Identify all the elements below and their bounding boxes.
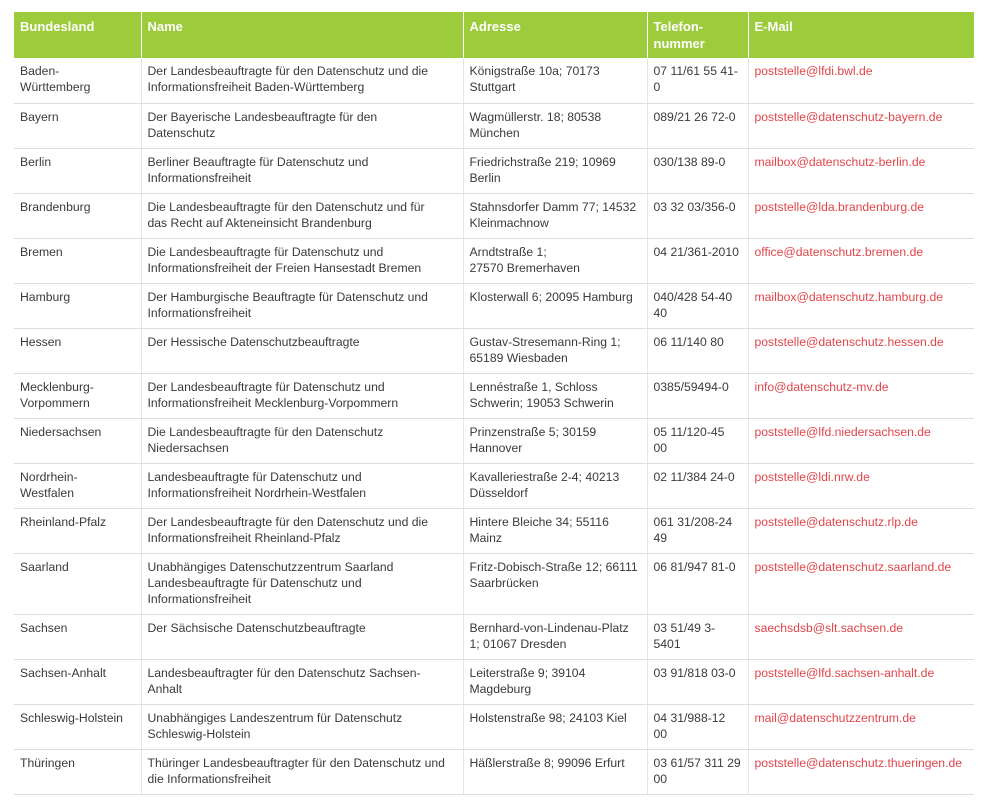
cell-adresse (463, 283, 647, 328)
telefon-text: 05 11/120-45 (653, 424, 725, 439)
telefon-text: 04 31/988-12 (653, 710, 726, 725)
cell-email (748, 659, 974, 704)
email-link[interactable]: poststelle@datenschutz.hessen.de (754, 334, 944, 349)
email-link[interactable]: poststelle@datenschutz.saarland.de (754, 559, 952, 574)
table-row (14, 553, 974, 614)
cell-land (14, 58, 141, 103)
cell-telefon (647, 328, 748, 373)
telefon-text: 03 32 03/356-0 (653, 199, 736, 214)
adresse-text: Hintere Bleiche 34; 55116 (469, 514, 609, 529)
cell-name (141, 704, 463, 749)
adresse-text: 27570 Bremerhaven (469, 260, 580, 275)
name-text: Informationsfreiheit (147, 305, 252, 320)
cell-email (748, 508, 974, 553)
adresse-text: Kavalleriestraße 2-4; 40213 (469, 469, 620, 484)
cell-adresse (463, 373, 647, 418)
telefon-text: 0 (653, 80, 661, 94)
cell-land (14, 508, 141, 553)
telefon-text: 06 11/140 80 (653, 334, 724, 349)
adresse-text: Magdeburg (469, 681, 532, 696)
table-row (14, 283, 974, 328)
table-row (14, 328, 974, 373)
cell-adresse (463, 553, 647, 614)
land-text: Brandenburg (20, 199, 91, 214)
telefon-text: 40 (653, 305, 668, 320)
cell-adresse (463, 58, 647, 103)
telefon-text: 04 21/361-2010 (653, 244, 739, 259)
name-text: Der Landesbeauftragte für den Datenschutz und die (147, 514, 429, 529)
header-adresse (463, 12, 647, 58)
cell-telefon (647, 553, 748, 614)
cell-adresse (463, 614, 647, 659)
email-link[interactable]: office@datenschutz.bremen.de (754, 244, 924, 259)
table-row (14, 148, 974, 193)
land-text: Thüringen (20, 755, 75, 770)
cell-land (14, 103, 141, 148)
table-row (14, 418, 974, 463)
name-text: Thüringer Landesbeauftragter für den Datenschutz und (147, 755, 445, 770)
cell-adresse (463, 103, 647, 148)
data-protection-authorities-table (14, 12, 974, 795)
cell-email (748, 148, 974, 193)
name-text: Die Landesbeauftragte für den Datenschutz (147, 424, 384, 439)
name-text: Der Hessische Datenschutzbeauftragte (147, 334, 360, 349)
header-bundesland-label: Bundesland (20, 19, 95, 34)
header-bundesland (14, 12, 141, 58)
cell-adresse (463, 328, 647, 373)
cell-telefon (647, 749, 748, 794)
cell-name (141, 58, 463, 103)
cell-telefon (647, 463, 748, 508)
cell-land (14, 418, 141, 463)
telefon-text: 02 11/384 24-0 (653, 469, 735, 484)
adresse-text: 1; 01067 Dresden (469, 636, 567, 651)
cell-name (141, 659, 463, 704)
land-text: Saarland (20, 559, 69, 574)
name-text: Datenschutz (147, 125, 216, 140)
cell-land (14, 553, 141, 614)
header-telefon-label-line1: Telefon- (653, 19, 704, 34)
adresse-text: Holstenstraße 98; 24103 Kiel (469, 710, 627, 725)
name-text: Informationsfreiheit (147, 591, 252, 606)
cell-telefon (647, 373, 748, 418)
table-row (14, 193, 974, 238)
land-text: Mecklenburg- (20, 379, 94, 394)
cell-email (748, 749, 974, 794)
email-link[interactable]: mail@datenschutzzentrum.de (754, 710, 916, 725)
header-row (14, 12, 974, 58)
cell-name (141, 103, 463, 148)
adresse-text: Berlin (469, 170, 501, 185)
land-text: Württemberg (20, 80, 91, 94)
cell-name (141, 418, 463, 463)
telefon-text: 00 (653, 440, 668, 455)
table-row (14, 508, 974, 553)
adresse-text: Friedrichstraße 219; 10969 (469, 154, 616, 169)
name-text: das Recht auf Akteneinsicht Brandenburg (147, 215, 372, 230)
cell-name (141, 283, 463, 328)
cell-name (141, 463, 463, 508)
email-link[interactable]: poststelle@lfd.niedersachsen.de (754, 424, 931, 439)
cell-adresse (463, 508, 647, 553)
telefon-text: 030/138 89-0 (653, 154, 726, 169)
land-text: Sachsen-Anhalt (20, 665, 107, 680)
cell-name (141, 193, 463, 238)
cell-email (748, 193, 974, 238)
land-text: Hessen (20, 334, 62, 349)
land-text: Sachsen (20, 620, 68, 635)
adresse-text: Bernhard-von-Lindenau-Platz (469, 620, 629, 635)
adresse-text: Gustav-Stresemann-Ring 1; (469, 334, 621, 349)
adresse-text: Häßlerstraße 8; 99096 Erfurt (469, 755, 625, 770)
land-text: Westfalen (20, 485, 74, 500)
adresse-text: Prinzenstraße 5; 30159 (469, 424, 597, 439)
telefon-text: 0385/59494-0 (653, 379, 729, 394)
cell-email (748, 373, 974, 418)
name-text: Niedersachsen (147, 440, 229, 455)
adresse-text: Fritz-Dobisch-Straße 12; 66111 (469, 559, 638, 574)
name-text: Schleswig-Holstein (147, 726, 251, 741)
name-text: Der Landesbeauftragte für Datenschutz und (147, 379, 385, 394)
table-row (14, 659, 974, 704)
header-name (141, 12, 463, 58)
email-link[interactable]: mailbox@datenschutz.hamburg.de (754, 289, 944, 304)
cell-land (14, 614, 141, 659)
cell-adresse (463, 749, 647, 794)
name-text: Der Bayerische Landesbeauftragte für den (147, 109, 378, 124)
header-telefon (647, 12, 748, 58)
telefon-text: 07 11/61 55 41- (653, 64, 738, 78)
name-text: Anhalt (147, 681, 183, 696)
adresse-text: Düsseldorf (469, 485, 528, 500)
table-row (14, 58, 974, 103)
cell-telefon (647, 614, 748, 659)
adresse-text: Klosterwall 6; 20095 Hamburg (469, 289, 633, 304)
cell-name (141, 373, 463, 418)
table-row (14, 463, 974, 508)
name-text: Unabhängiges Landeszentrum für Datenschutz (147, 710, 403, 725)
cell-name (141, 553, 463, 614)
adresse-text: Kleinmachnow (469, 215, 549, 230)
name-text: Der Hamburgische Beauftragte für Datenschutz und (147, 289, 428, 304)
cell-email (748, 328, 974, 373)
cell-telefon (647, 704, 748, 749)
adresse-text: Arndtstraße 1; (469, 244, 547, 259)
telefon-text: 040/428 54-40 (653, 289, 733, 304)
land-text: Vorpommern (20, 395, 90, 410)
table-row (14, 749, 974, 794)
cell-email (748, 553, 974, 614)
header-name-label: Name (147, 19, 183, 34)
telefon-text: 06 81/947 81-0 (653, 559, 736, 574)
adresse-text: Saarbrücken (469, 575, 539, 590)
email-link[interactable]: info@datenschutz-mv.de (754, 379, 889, 394)
email-link[interactable]: poststelle@datenschutz.thueringen.de (754, 755, 963, 770)
table-row (14, 614, 974, 659)
cell-telefon (647, 58, 748, 103)
adresse-text: Stahnsdorfer Damm 77; 14532 (469, 199, 637, 214)
cell-land (14, 193, 141, 238)
adresse-text: Lennéstraße 1, Schloss (469, 379, 598, 394)
email-link[interactable]: poststelle@datenschutz.rlp.de (754, 514, 918, 529)
cell-land (14, 659, 141, 704)
email-link[interactable]: poststelle@lda.brandenburg.de (754, 199, 925, 214)
land-text: Rheinland-Pfalz (20, 514, 107, 529)
cell-name (141, 749, 463, 794)
cell-name (141, 148, 463, 193)
cell-adresse (463, 704, 647, 749)
cell-adresse (463, 193, 647, 238)
land-text: Baden- (20, 64, 60, 78)
cell-land (14, 463, 141, 508)
cell-land (14, 283, 141, 328)
name-text: Die Landesbeauftragte für Datenschutz und (147, 244, 384, 259)
header-telefon-label-line2: nummer (653, 36, 705, 51)
telefon-text: 089/21 26 72-0 (653, 109, 736, 124)
land-text: Berlin (20, 154, 52, 169)
name-text: Berliner Beauftragte für Datenschutz und (147, 154, 369, 169)
cell-land (14, 749, 141, 794)
cell-email (748, 463, 974, 508)
telefon-text: 061 31/208-24 (653, 514, 733, 529)
cell-name (141, 238, 463, 283)
cell-email (748, 614, 974, 659)
land-text: Bayern (20, 109, 59, 124)
table-header (14, 12, 974, 58)
name-text: Landesbeauftragter für den Datenschutz Sachsen- (147, 665, 421, 680)
adresse-text: 65189 Wiesbaden (469, 350, 568, 365)
table-row (14, 238, 974, 283)
adresse-text: München (469, 125, 520, 140)
land-text: Schleswig-Holstein (20, 710, 123, 725)
name-text: Der Landesbeauftragte für den Datenschutz und die (147, 64, 429, 78)
adresse-text: Hannover (469, 440, 523, 455)
name-text: Informationsfreiheit Rheinland-Pfalz (147, 530, 341, 545)
cell-land (14, 238, 141, 283)
name-text: Informationsfreiheit Baden-Württemberg (147, 80, 365, 94)
cell-telefon (647, 508, 748, 553)
name-text: Informationsfreiheit (147, 170, 252, 185)
cell-telefon (647, 418, 748, 463)
name-text: Informationsfreiheit Nordrhein-Westfalen (147, 485, 367, 500)
cell-telefon (647, 659, 748, 704)
telefon-text: 49 (653, 530, 668, 545)
cell-adresse (463, 463, 647, 508)
land-text: Nordrhein- (20, 469, 78, 484)
telefon-text: 03 51/49 3-5401 (653, 620, 716, 651)
cell-adresse (463, 659, 647, 704)
adresse-text: Mainz (469, 530, 503, 545)
email-link[interactable]: poststelle@datenschutz-bayern.de (754, 109, 943, 124)
name-text: Der Sächsische Datenschutzbeauftragte (147, 620, 366, 635)
cell-email (748, 103, 974, 148)
cell-email (748, 58, 974, 103)
table-body (14, 58, 974, 794)
cell-land (14, 148, 141, 193)
email-link[interactable]: mailbox@datenschutz-berlin.de (754, 154, 926, 169)
email-link[interactable]: poststelle@lfdi.bwl.de (754, 64, 873, 78)
cell-adresse (463, 148, 647, 193)
cell-adresse (463, 418, 647, 463)
cell-telefon (647, 283, 748, 328)
cell-land (14, 373, 141, 418)
telefon-text: 03 61/57 311 29 (653, 755, 741, 770)
email-link[interactable]: poststelle@ldi.nrw.de (754, 469, 870, 484)
land-text: Bremen (20, 244, 63, 259)
telefon-text: 00 (653, 726, 668, 741)
header-email (748, 12, 974, 58)
cell-land (14, 704, 141, 749)
adresse-text: Wagmüllerstr. 18; 80538 (469, 109, 602, 124)
cell-email (748, 283, 974, 328)
name-text: Die Landesbeauftragte für den Datenschutz und für (147, 199, 425, 214)
name-text: Informationsfreiheit der Freien Hansestadt Bremen (147, 260, 422, 275)
table-row (14, 373, 974, 418)
cell-name (141, 614, 463, 659)
cell-telefon (647, 103, 748, 148)
cell-adresse (463, 238, 647, 283)
cell-name (141, 328, 463, 373)
adresse-text: Königstraße 10a; 70173 (469, 64, 600, 78)
cell-land (14, 328, 141, 373)
cell-telefon (647, 148, 748, 193)
name-text: Landesbeauftragte für Datenschutz und (147, 469, 362, 484)
telefon-text: 03 91/818 03-0 (653, 665, 736, 680)
email-link[interactable]: poststelle@lfd.sachsen-anhalt.de (754, 665, 935, 680)
adresse-text: Leiterstraße 9; 39104 (469, 665, 586, 680)
cell-email (748, 418, 974, 463)
adresse-text: Stuttgart (469, 80, 516, 94)
data-protection-table-container (14, 12, 974, 795)
telefon-text: 00 (653, 771, 668, 786)
email-link[interactable]: saechsdsb@slt.sachsen.de (754, 620, 904, 635)
table-row (14, 704, 974, 749)
cell-email (748, 238, 974, 283)
name-text: Unabhängiges Datenschutzzentrum Saarland (147, 559, 394, 574)
cell-telefon (647, 238, 748, 283)
name-text: Landesbeauftragte für Datenschutz und (147, 575, 362, 590)
cell-email (748, 704, 974, 749)
header-adresse-label: Adresse (469, 19, 521, 34)
cell-name (141, 508, 463, 553)
table-row (14, 103, 974, 148)
header-email-label: E-Mail (754, 19, 793, 34)
land-text: Niedersachsen (20, 424, 102, 439)
land-text: Hamburg (20, 289, 71, 304)
adresse-text: Schwerin; 19053 Schwerin (469, 395, 614, 410)
name-text: die Informationsfreiheit (147, 771, 271, 786)
cell-telefon (647, 193, 748, 238)
name-text: Informationsfreiheit Mecklenburg-Vorpommern (147, 395, 399, 410)
